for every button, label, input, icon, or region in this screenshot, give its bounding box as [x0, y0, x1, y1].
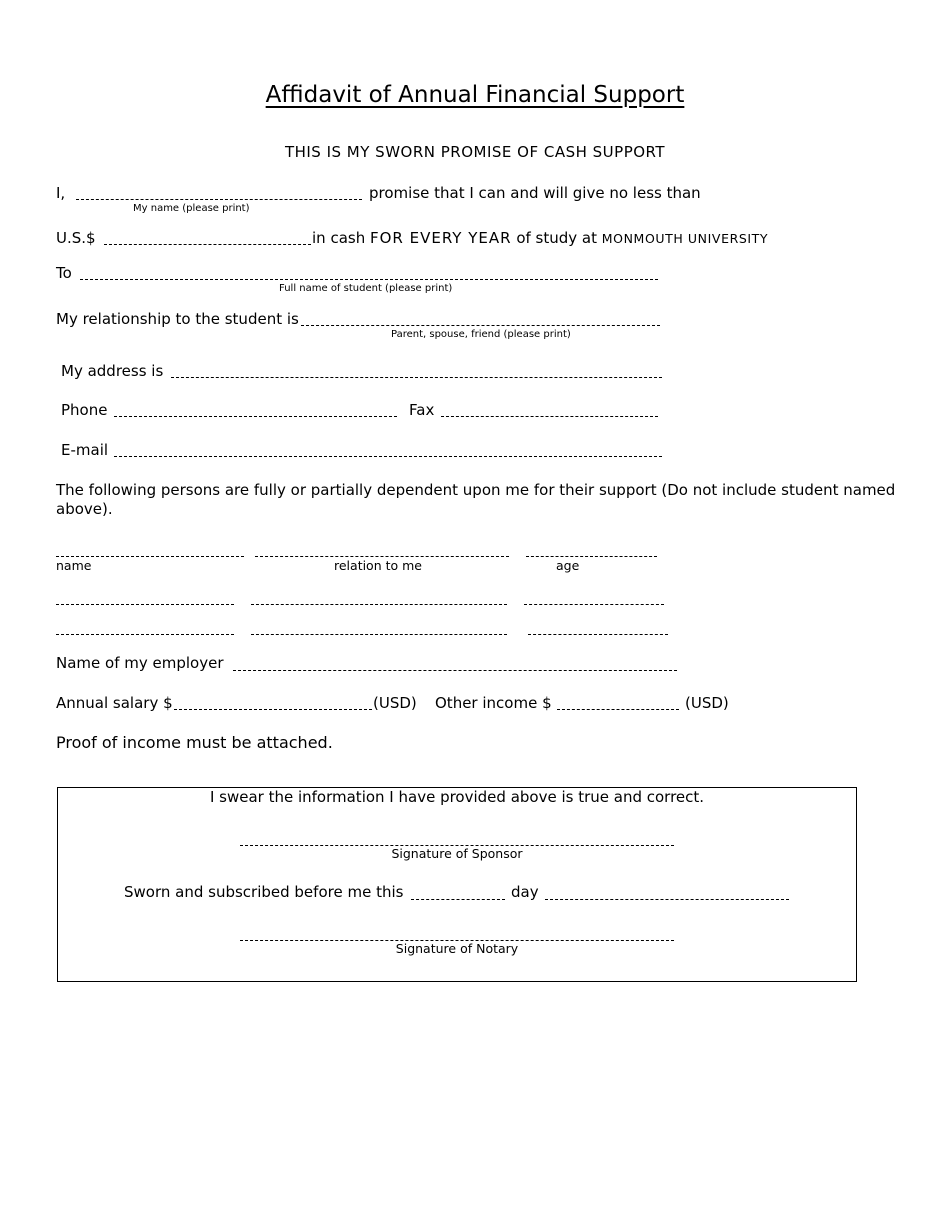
sponsor-signature-caption: Signature of Sponsor	[391, 846, 523, 861]
student-name-caption: Full name of student (please print)	[279, 283, 453, 294]
student-name-field[interactable]	[80, 279, 658, 280]
salary-label: Annual salary $	[56, 694, 173, 712]
dependent-name-field[interactable]	[56, 556, 244, 557]
sworn-day-label: day	[511, 883, 539, 901]
relationship-caption: Parent, spouse, friend (please print)	[391, 329, 571, 340]
form-subtitle: THIS IS MY SWORN PROMISE OF CASH SUPPORT	[284, 143, 666, 161]
promise-prefix: I,	[56, 184, 66, 202]
amount-text	[312, 229, 768, 247]
sponsor-name-caption: My name (please print)	[133, 203, 250, 214]
other-income-field[interactable]	[557, 709, 679, 710]
phone-field[interactable]	[114, 416, 397, 417]
dependent-name-field[interactable]	[56, 634, 234, 635]
amount-middle: in cash	[312, 229, 366, 247]
amount-prefix: U.S.$	[56, 229, 96, 247]
relationship-label: My relationship to the student is	[56, 310, 299, 328]
fax-field[interactable]	[441, 416, 658, 417]
sponsor-name-field[interactable]	[76, 199, 362, 200]
dependent-name-field[interactable]	[56, 604, 234, 605]
employer-label: Name of my employer	[56, 654, 224, 672]
dependent-age-field[interactable]	[528, 634, 668, 635]
promise-line	[56, 184, 65, 202]
col-relation-label: relation to me	[334, 558, 422, 573]
amount-after: of study at	[516, 229, 597, 247]
proof-note: Proof of income must be attached.	[56, 733, 333, 752]
student-label: To	[56, 264, 72, 282]
salary-currency: (USD)	[373, 694, 417, 712]
sworn-month-field[interactable]	[545, 899, 789, 900]
col-age-label: age	[556, 558, 580, 573]
phone-label: Phone	[61, 401, 108, 419]
dependent-relation-field[interactable]	[251, 604, 507, 605]
dependent-age-field[interactable]	[526, 556, 657, 557]
other-income-label: Other income $	[435, 694, 552, 712]
dependent-relation-field[interactable]	[255, 556, 509, 557]
university-name: MONMOUTH UNIVERSITY	[601, 231, 769, 246]
email-label: E-mail	[61, 441, 109, 459]
dependents-intro: The following persons are fully or partially dependent upon me for their support (Do not include student named above).	[56, 481, 896, 518]
notary-signature-caption: Signature of Notary	[395, 941, 519, 956]
amount-field[interactable]	[104, 244, 311, 245]
oath-statement: I swear the information I have provided above is true and correct.	[209, 788, 705, 806]
address-field[interactable]	[171, 377, 662, 378]
promise-suffix: promise that I can and will give no less than	[369, 184, 701, 202]
dependent-relation-field[interactable]	[251, 634, 507, 635]
address-label: My address is	[61, 362, 164, 380]
sworn-prefix: Sworn and subscribed before me this	[124, 883, 404, 901]
fax-label: Fax	[409, 401, 435, 419]
email-field[interactable]	[114, 456, 662, 457]
dependent-age-field[interactable]	[524, 604, 664, 605]
salary-field[interactable]	[174, 709, 372, 710]
other-income-currency: (USD)	[685, 694, 729, 712]
col-name-label: name	[56, 558, 92, 573]
amount-emphasis: FOR EVERY YEAR	[369, 229, 512, 247]
relationship-field[interactable]	[301, 325, 660, 326]
sworn-date-field[interactable]	[411, 899, 505, 900]
form-title: Affidavit of Annual Financial Support	[265, 82, 685, 108]
employer-field[interactable]	[233, 670, 677, 671]
